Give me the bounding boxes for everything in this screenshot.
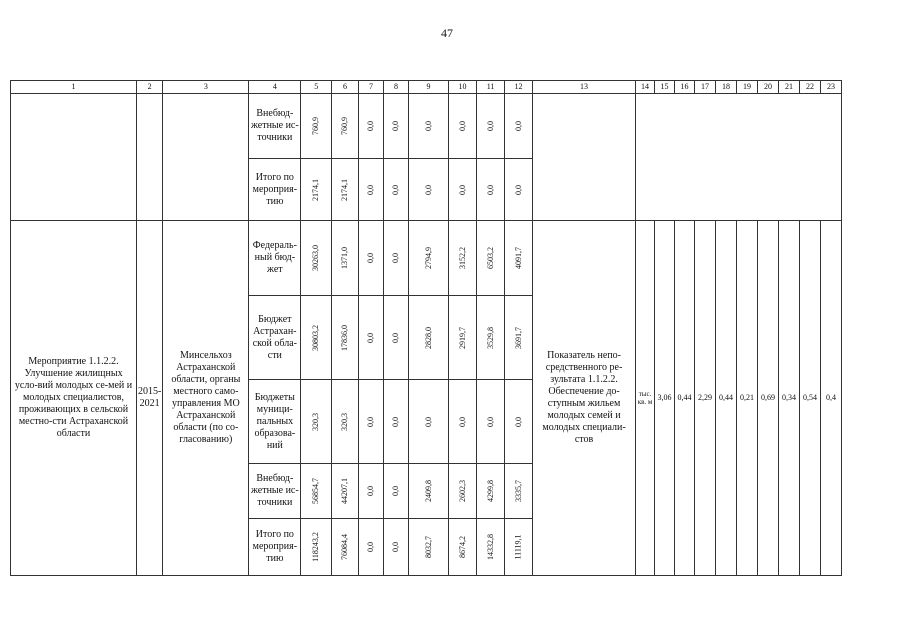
value-cell: 0,0 [359, 380, 384, 464]
blank-cell [137, 94, 163, 221]
column-number: 10 [449, 81, 477, 94]
indicator-unit: тыс. кв. м [636, 221, 655, 576]
page-number: 47 [441, 26, 453, 40]
value-cell: 30263,0 [301, 221, 332, 296]
column-number: 12 [505, 81, 533, 94]
value-cell: 0,0 [449, 94, 477, 159]
funding-source: Бюджет Астрахан-ской обла-сти [249, 296, 301, 380]
value-cell: 2602,3 [449, 464, 477, 519]
value-cell: 760,9 [301, 94, 332, 159]
value-cell: 320,3 [301, 380, 332, 464]
value-cell: 320,3 [332, 380, 359, 464]
indicator-value: 0,44 [675, 221, 695, 576]
value-cell: 0,0 [384, 464, 409, 519]
value-cell: 2828,0 [409, 296, 449, 380]
column-number: 11 [477, 81, 505, 94]
value-cell: 56854,7 [301, 464, 332, 519]
value-cell: 0,0 [477, 159, 505, 221]
funding-source: Итого по мероприя-тию [249, 159, 301, 221]
blank-cell [163, 94, 249, 221]
blank-cell [11, 94, 137, 221]
indicator-name: Показатель непо-средственного ре-зультата 1.1.2.2. Обеспечение до-ступным жильем молодых семей и молодых специали-стов [533, 221, 636, 576]
value-cell: 0,0 [384, 94, 409, 159]
funding-source: Бюджеты муници-пальных образова-ний [249, 380, 301, 464]
value-cell: 0,0 [477, 94, 505, 159]
value-cell: 8674,2 [449, 519, 477, 576]
value-cell: 0,0 [384, 159, 409, 221]
value-cell: 30803,2 [301, 296, 332, 380]
column-number: 9 [409, 81, 449, 94]
budget-table [10, 80, 842, 576]
value-cell: 118243,2 [301, 519, 332, 576]
value-cell: 0,0 [409, 159, 449, 221]
value-cell: 0,0 [384, 296, 409, 380]
value-cell: 760,9 [332, 94, 359, 159]
value-cell: 0,0 [409, 94, 449, 159]
indicator-value: 0,69 [758, 221, 779, 576]
value-cell: 0,0 [359, 159, 384, 221]
indicator-value: 0,34 [779, 221, 800, 576]
indicator-value: 0,54 [800, 221, 821, 576]
value-cell: 44207,1 [332, 464, 359, 519]
value-cell: 1371,0 [332, 221, 359, 296]
value-cell: 3529,8 [477, 296, 505, 380]
value-cell: 0,0 [449, 380, 477, 464]
column-number: 23 [821, 81, 842, 94]
indicator-value: 2,29 [695, 221, 716, 576]
value-cell: 2174,1 [332, 159, 359, 221]
column-number: 6 [332, 81, 359, 94]
value-cell: 0,0 [409, 380, 449, 464]
column-number: 19 [737, 81, 758, 94]
value-cell: 2174,1 [301, 159, 332, 221]
funding-source: Внебюд-жетные ис-точники [249, 464, 301, 519]
column-number: 8 [384, 81, 409, 94]
measure-executor: Минсельхоз Астраханской области, органы местного само-управления МО Астраханской области (по со-гласованию) [163, 221, 249, 576]
indicator-value: 0,21 [737, 221, 758, 576]
column-number: 15 [655, 81, 675, 94]
column-number: 17 [695, 81, 716, 94]
value-cell: 14332,8 [477, 519, 505, 576]
value-cell: 4091,7 [505, 221, 533, 296]
indicator-value: 0,4 [821, 221, 842, 576]
column-number: 7 [359, 81, 384, 94]
value-cell: 2409,8 [409, 464, 449, 519]
value-cell: 76084,4 [332, 519, 359, 576]
value-cell: 0,0 [359, 464, 384, 519]
value-cell: 3691,7 [505, 296, 533, 380]
column-number: 4 [249, 81, 301, 94]
value-cell: 8032,7 [409, 519, 449, 576]
column-number: 5 [301, 81, 332, 94]
column-number: 20 [758, 81, 779, 94]
value-cell: 0,0 [449, 159, 477, 221]
blank-cell [533, 94, 636, 221]
value-cell: 0,0 [359, 221, 384, 296]
table-row [11, 94, 842, 159]
value-cell: 0,0 [384, 380, 409, 464]
column-number: 22 [800, 81, 821, 94]
value-cell: 0,0 [359, 94, 384, 159]
value-cell: 2919,7 [449, 296, 477, 380]
value-cell: 17836,0 [332, 296, 359, 380]
value-cell: 0,0 [359, 519, 384, 576]
value-cell: 3335,7 [505, 464, 533, 519]
table-row [11, 221, 842, 296]
value-cell: 3152,2 [449, 221, 477, 296]
value-cell: 0,0 [477, 380, 505, 464]
measure-period: 2015-2021 [137, 221, 163, 576]
column-number: 2 [137, 81, 163, 94]
indicator-value: 3,06 [655, 221, 675, 576]
funding-source: Федераль-ный бюд-жет [249, 221, 301, 296]
value-cell: 0,0 [384, 519, 409, 576]
measure-name: Мероприятие 1.1.2.2. Улучшение жилищных усло-вий молодых се-мей и молодых специалистов, проживающих в сельской местно-сти Астраханской области [11, 221, 137, 576]
value-cell: 0,0 [505, 159, 533, 221]
value-cell: 2794,9 [409, 221, 449, 296]
blank-cell [636, 94, 842, 221]
funding-source: Внебюд-жетные ис-точники [249, 94, 301, 159]
value-cell: 11119,1 [505, 519, 533, 576]
value-cell: 4299,8 [477, 464, 505, 519]
value-cell: 0,0 [505, 380, 533, 464]
value-cell: 0,0 [505, 94, 533, 159]
value-cell: 0,0 [359, 296, 384, 380]
column-number-row [11, 81, 842, 94]
column-number: 14 [636, 81, 655, 94]
column-number: 21 [779, 81, 800, 94]
column-number: 13 [533, 81, 636, 94]
column-number: 3 [163, 81, 249, 94]
column-number: 1 [11, 81, 137, 94]
funding-source: Итого по мероприя-тию [249, 519, 301, 576]
column-number: 16 [675, 81, 695, 94]
indicator-value: 0,44 [716, 221, 737, 576]
value-cell: 0,0 [384, 221, 409, 296]
column-number: 18 [716, 81, 737, 94]
value-cell: 6503,2 [477, 221, 505, 296]
